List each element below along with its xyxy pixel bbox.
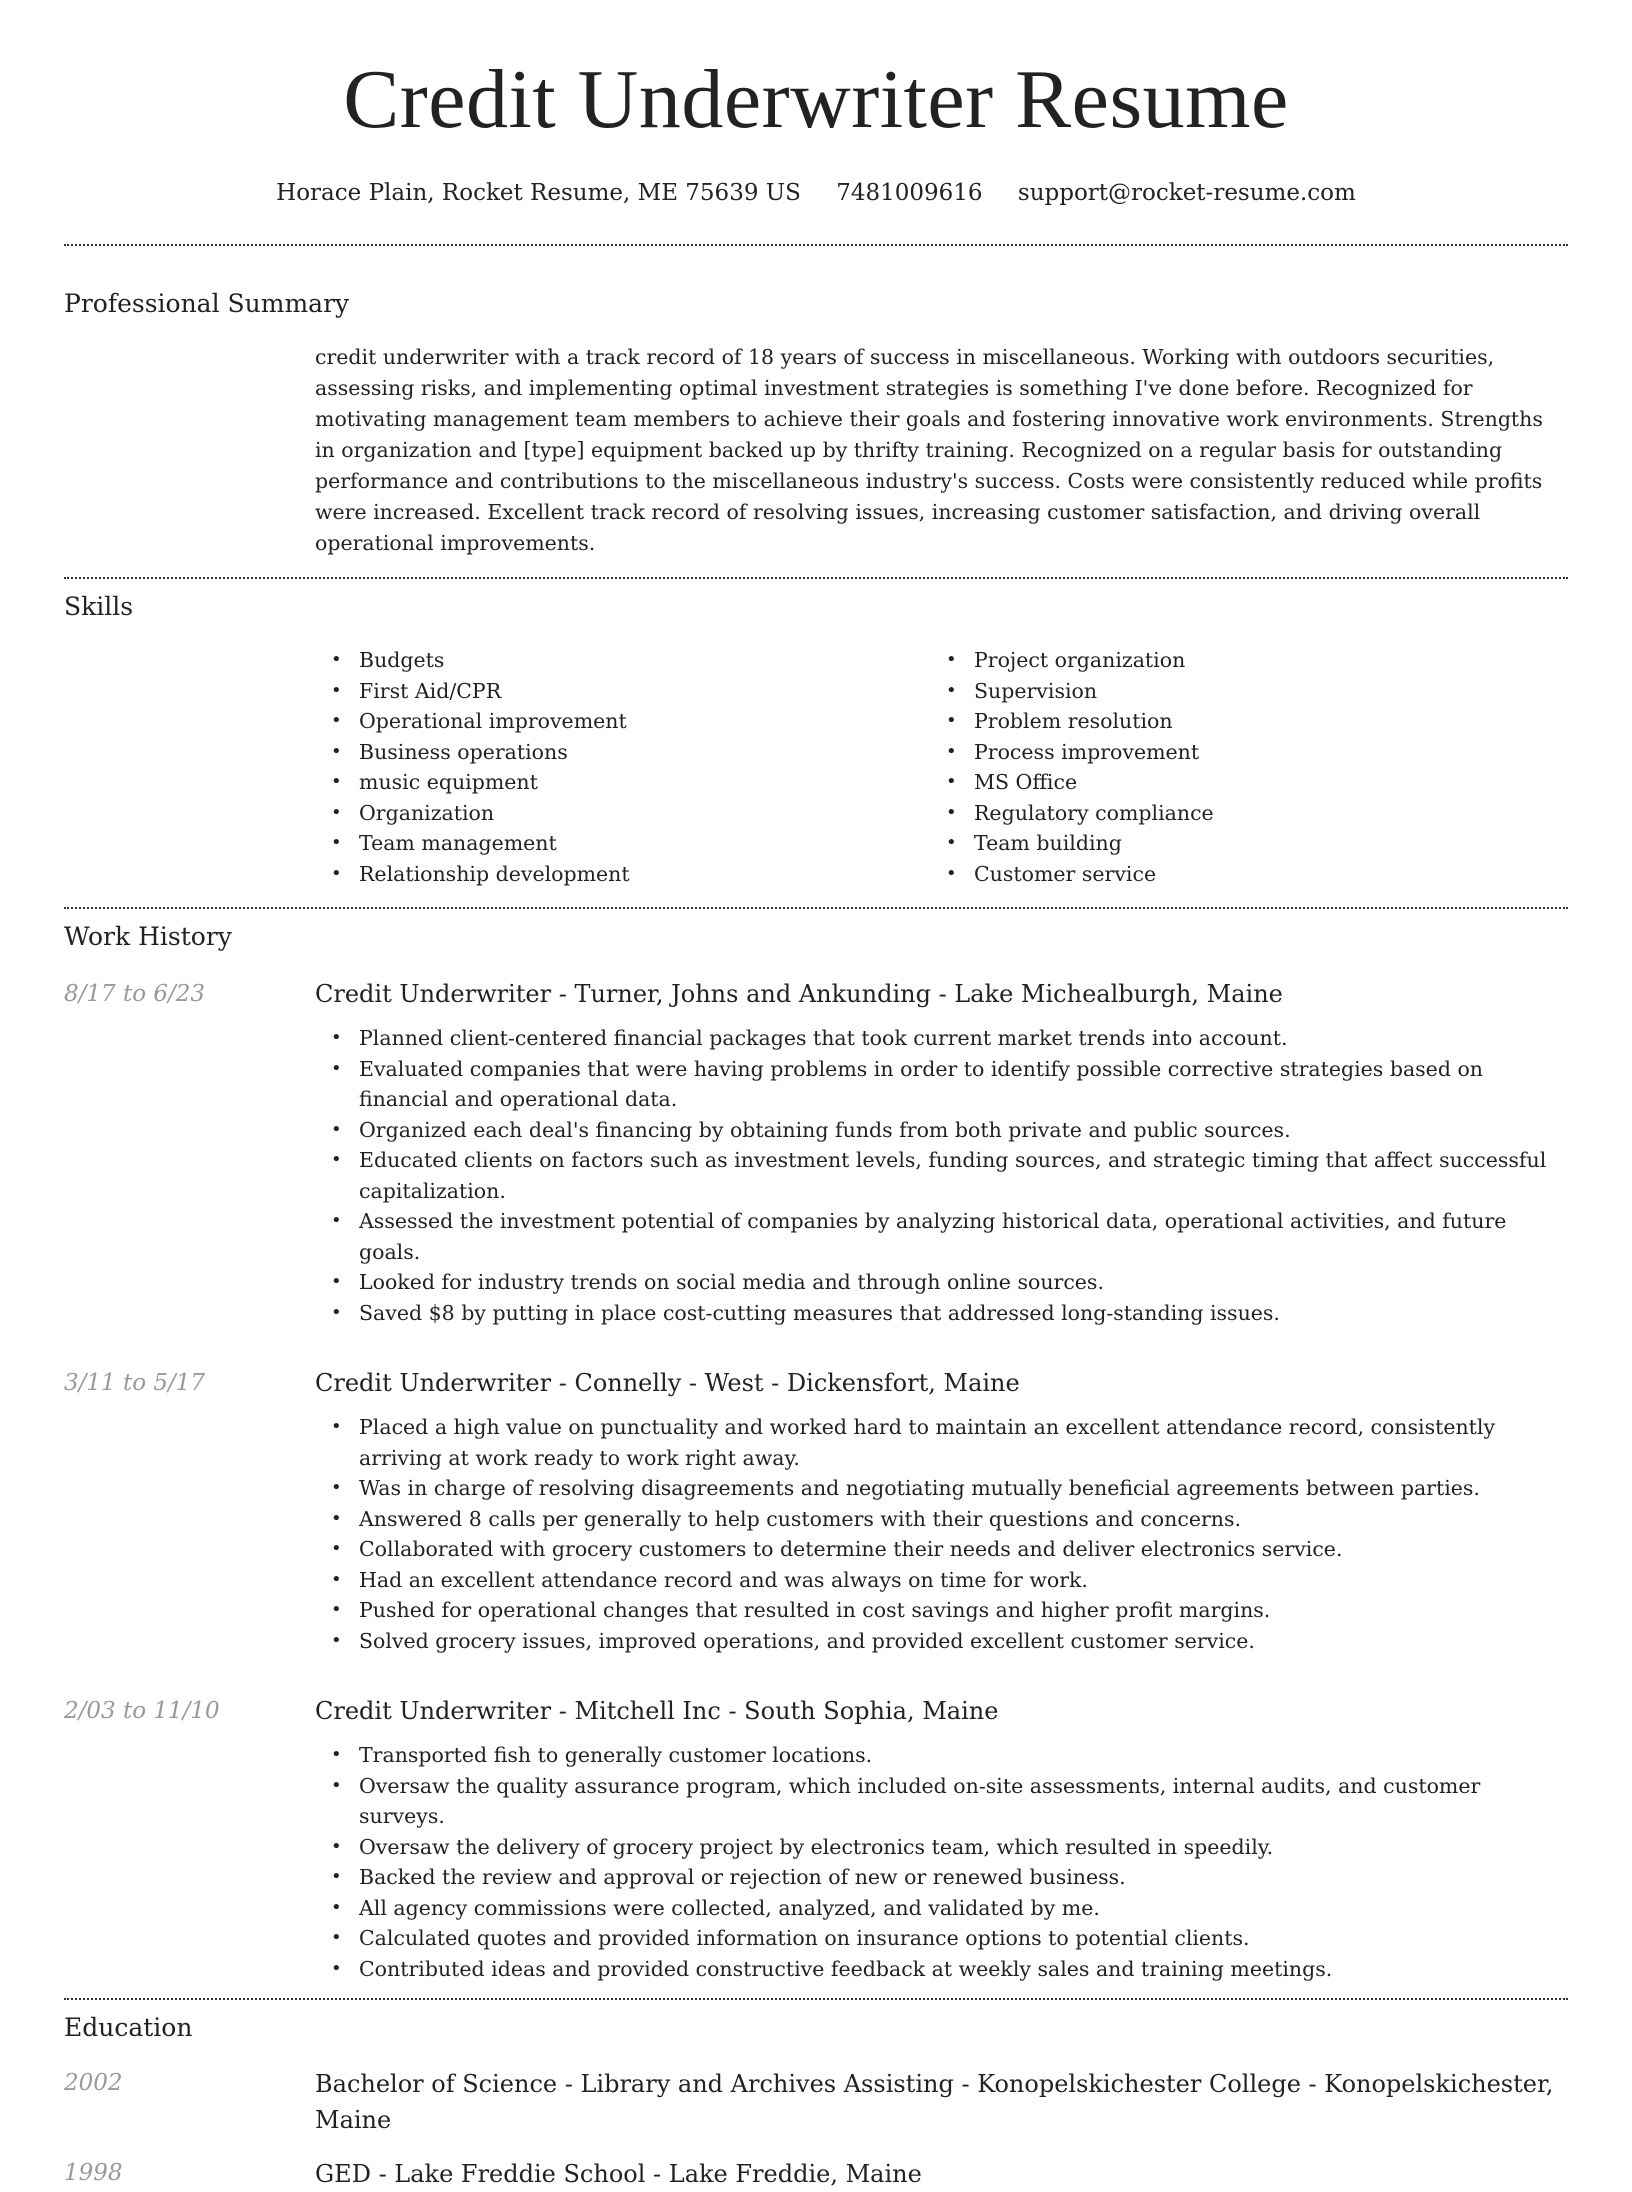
skills-column-left (315, 645, 930, 889)
list-item: • Supervision (930, 676, 1545, 707)
education-year: 1998 (64, 2160, 123, 2186)
contact-email: support@rocket-resume.com (1017, 180, 1356, 206)
list-item: • Process improvement (930, 737, 1545, 768)
skills-column-right (930, 645, 1545, 889)
list-item: • Looked for industry trends on social media and through online sources. (315, 1267, 1568, 1298)
education-entry (64, 2156, 1568, 2192)
list-item: • Collaborated with grocery customers to determine their needs and deliver electronics service. (315, 1534, 1568, 1565)
divider (64, 907, 1568, 909)
job-entry (64, 1694, 1568, 1984)
list-item: • Pushed for operational changes that resulted in cost savings and higher profit margins. (315, 1595, 1568, 1626)
list-item: • Team management (315, 828, 930, 859)
list-item: • Saved $8 by putting in place cost-cutting measures that addressed long-standing issues. (315, 1298, 1568, 1329)
job-bullets (315, 1023, 1568, 1328)
list-item: • Oversaw the quality assurance program, which included on-site assessments, internal audits, and customer surveys. (315, 1771, 1568, 1832)
list-item: • Problem resolution (930, 706, 1545, 737)
list-item: • Oversaw the delivery of grocery project by electronics team, which resulted in speedily. (315, 1832, 1568, 1863)
contact-phone: 7481009616 (836, 180, 983, 206)
job-dates: 8/17 to 6/23 (64, 981, 206, 1007)
job-bullets (315, 1412, 1568, 1656)
list-item: • Answered 8 calls per generally to help customers with their questions and concerns. (315, 1504, 1568, 1535)
list-item: • Business operations (315, 737, 930, 768)
divider (64, 244, 1568, 246)
job-entry (64, 977, 1568, 1328)
list-item: • Contributed ideas and provided constructive feedback at weekly sales and training meetings. (315, 1954, 1568, 1985)
education-title: Bachelor of Science - Library and Archives Assisting - Konopelskichester College - Konopelskichester, Maine (315, 2070, 1554, 2134)
list-item: • Regulatory compliance (930, 798, 1545, 829)
list-item: • Assessed the investment potential of companies by analyzing historical data, operational activities, and future goals. (315, 1206, 1568, 1267)
job-dates: 3/11 to 5/17 (64, 1370, 206, 1396)
list-item: • First Aid/CPR (315, 676, 930, 707)
resume-title: Credit Underwriter Resume (343, 53, 1289, 146)
list-item: • Calculated quotes and provided information on insurance options to potential clients. (315, 1923, 1568, 1954)
list-item: • Organization (315, 798, 930, 829)
job-title: Credit Underwriter - Connelly - West - Dickensfort, Maine (315, 1369, 1020, 1397)
section-heading-education: Education (64, 2013, 193, 2042)
divider (64, 1998, 1568, 2000)
job-title: Credit Underwriter - Mitchell Inc - South Sophia, Maine (315, 1697, 999, 1725)
job-dates: 2/03 to 11/10 (64, 1698, 220, 1724)
job-entry (64, 1366, 1568, 1656)
list-item: • Placed a high value on punctuality and worked hard to maintain an excellent attendance record, consistently arriving at work ready to work right away. (315, 1412, 1568, 1473)
section-heading-skills: Skills (64, 592, 134, 621)
resume-page (64, 0, 1568, 2192)
list-item: • Customer service (930, 859, 1545, 890)
list-item: • Evaluated companies that were having problems in order to identify possible corrective strategies based on financial and operational data. (315, 1054, 1568, 1115)
list-item: • Educated clients on factors such as investment levels, funding sources, and strategic timing that affect successful capitalization. (315, 1145, 1568, 1206)
list-item: • Backed the review and approval or rejection of new or renewed business. (315, 1862, 1568, 1893)
list-item: • Budgets (315, 645, 930, 676)
divider (64, 577, 1568, 579)
list-item: • Transported fish to generally customer locations. (315, 1740, 1568, 1771)
education-entry (64, 2066, 1568, 2138)
section-heading-summary: Professional Summary (64, 289, 350, 318)
skills-list (315, 645, 1568, 889)
summary-text: credit underwriter with a track record of 18 years of success in miscellaneous. Working with outdoors securities, assessing risks, and implementing optimal investment strategies is something I've done before. Recognized for motivating management team members to achieve their goals and fostering innovative work environments. Strengths in organization and [type] equipment backed up by thrifty training. Recognized on a regular basis for outstanding performance and contributions to the miscellaneous industry's success. Costs were consistently reduced while profits were increased. Excellent track record of resolving issues, increasing customer satisfaction, and driving overall operational improvements. (315, 345, 1543, 555)
list-item: • Had an excellent attendance record and was always on time for work. (315, 1565, 1568, 1596)
list-item: • Was in charge of resolving disagreements and negotiating mutually beneficial agreements between parties. (315, 1473, 1568, 1504)
list-item: • Solved grocery issues, improved operations, and provided excellent customer service. (315, 1626, 1568, 1657)
list-item: • Operational improvement (315, 706, 930, 737)
education-year: 2002 (64, 2070, 123, 2096)
list-item: • Planned client-centered financial packages that took current market trends into account. (315, 1023, 1568, 1054)
list-item: • music equipment (315, 767, 930, 798)
list-item: • Team building (930, 828, 1545, 859)
education-title: GED - Lake Freddie School - Lake Freddie, Maine (315, 2160, 922, 2188)
job-title: Credit Underwriter - Turner, Johns and Ankunding - Lake Michealburgh, Maine (315, 980, 1283, 1008)
section-heading-work-history: Work History (64, 922, 232, 951)
list-item: • Project organization (930, 645, 1545, 676)
contact-address: Horace Plain, Rocket Resume, ME 75639 US (276, 180, 801, 206)
list-item: • Organized each deal's financing by obtaining funds from both private and public sources. (315, 1115, 1568, 1146)
list-item: • All agency commissions were collected, analyzed, and validated by me. (315, 1893, 1568, 1924)
job-bullets (315, 1740, 1568, 1984)
contact-line (64, 178, 1568, 208)
list-item: • Relationship development (315, 859, 930, 890)
list-item: • MS Office (930, 767, 1545, 798)
